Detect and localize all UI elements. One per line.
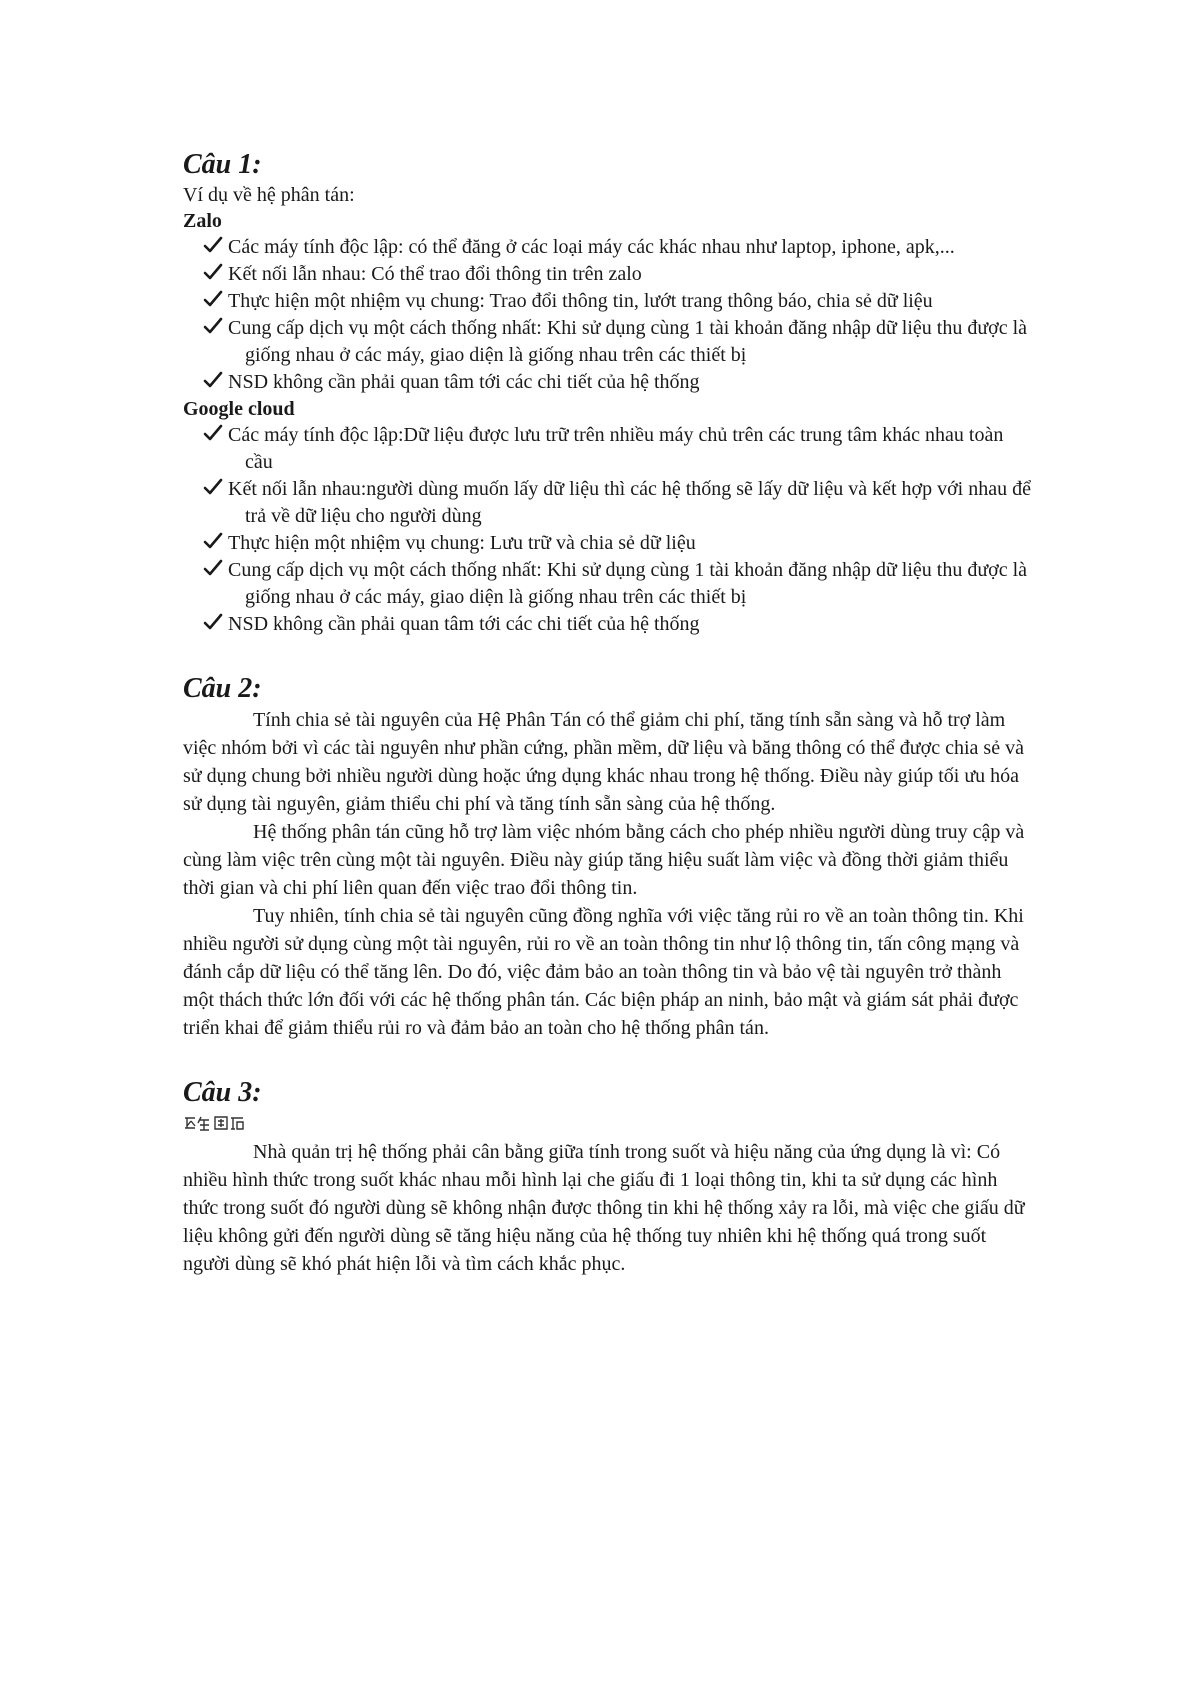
list-item-text: NSD không cần phải quan tâm tới các chi tiết của hệ thống [228,371,700,393]
question-3-title: Câu 3: [183,1077,262,1108]
list-item [183,557,1033,611]
list-item [183,530,1033,557]
list-item-text: NSD không cần phải quan tâm tới các chi tiết của hệ thống [228,613,700,635]
zalo-check-list [183,234,1033,396]
check-mark-icon [203,262,225,284]
list-item-text: Cung cấp dịch vụ một cách thống nhất: Khi sử dụng cùng 1 tài khoản đăng nhập dữ liệu thu được là giống nhau ở các máy, giao diện là giống nhau trên các thiết bị [228,317,1028,366]
list-item-text: Các máy tính độc lập:Dữ liệu được lưu trữ trên nhiều máy chủ trên các trung tâm khác nhau toàn cầu [228,424,1004,473]
question-1-intro: Ví dụ về hệ phân tán: [183,184,355,206]
question-3-section [183,1076,1033,1278]
check-mark-icon [203,370,225,392]
list-item [183,261,1033,288]
list-item [183,234,1033,261]
group-label-google-cloud: Google cloud [183,398,295,420]
question-2-section [183,672,1033,1042]
question-1-section [183,148,1033,638]
garbled-glyph-stamp-icon [183,1114,1033,1132]
list-item [183,476,1033,530]
list-item [183,288,1033,315]
list-item-text: Thực hiện một nhiệm vụ chung: Lưu trữ và chia sẻ dữ liệu [228,532,696,554]
question-2-paragraph: Tuy nhiên, tính chia sẻ tài nguyên cũng đồng nghĩa với việc tăng rủi ro về an toàn thông tin. Khi nhiều người sử dụng cùng một tài nguyên, rủi ro về an toàn thông tin như lộ thông tin, tấn công mạng và đánh cắp dữ liệu có thể tăng lên. Do đó, việc đảm bảo an toàn thông tin và bảo vệ tài nguyên trở thành một thách thức lớn đối với các hệ thống phân tán. Các biện pháp an ninh, bảo mật và giám sát phải được triển khai để giảm thiểu rủi ro và đảm bảo an toàn cho hệ thống phân tán. [183,905,1024,1039]
check-mark-icon [203,558,225,580]
check-mark-icon [203,612,225,634]
check-mark-icon [203,289,225,311]
document-page [183,148,1033,1278]
check-mark-icon [203,316,225,338]
list-item-text: Thực hiện một nhiệm vụ chung: Trao đổi thông tin, lướt trang thông báo, chia sẻ dữ liệu [228,290,933,312]
question-2-title: Câu 2: [183,673,262,704]
question-2-paragraph: Hệ thống phân tán cũng hỗ trợ làm việc nhóm bằng cách cho phép nhiều người dùng truy cập và cùng làm việc trên cùng một tài nguyên. Điều này giúp tăng hiệu suất làm việc và đồng thời giảm thiểu thời gian và chi phí liên quan đến việc trao đổi thông tin. [183,821,1025,899]
google-cloud-check-list [183,422,1033,638]
list-item [183,611,1033,638]
list-item-text: Các máy tính độc lập: có thể đăng ở các loại máy các khác nhau như laptop, iphone, apk,... [228,236,955,258]
check-mark-icon [203,531,225,553]
list-item [183,369,1033,396]
question-3-paragraph: Nhà quản trị hệ thống phải cân bằng giữa tính trong suốt và hiệu năng của ứng dụng là vì: Có nhiều hình thức trong suốt khác nhau mỗi hình lại che giấu đi 1 loại thông tin, khi ta sử dụng các hình thức trong suốt đó người dùng sẽ không nhận được thông tin khi hệ thống xảy ra lỗi, mà việc che giấu dữ liệu không gửi đến người dùng sẽ tăng hiệu năng của hệ thống tuy nhiên khi hệ thống quá trong suốt người dùng sẽ khó phát hiện lỗi và tìm cách khắc phục. [183,1141,1025,1275]
list-item-text: Cung cấp dịch vụ một cách thống nhất: Khi sử dụng cùng 1 tài khoản đăng nhập dữ liệu thu được là giống nhau ở các máy, giao diện là giống nhau trên các thiết bị [228,559,1028,608]
check-mark-icon [203,235,225,257]
list-item [183,315,1033,369]
group-label-zalo: Zalo [183,210,222,232]
list-item-text: Kết nối lẫn nhau:người dùng muốn lấy dữ liệu thì các hệ thống sẽ lấy dữ liệu và kết hợp với nhau để trả về dữ liệu cho người dùng [228,478,1031,527]
check-mark-icon [203,423,225,445]
check-mark-icon [203,477,225,499]
question-1-title: Câu 1: [183,149,262,180]
list-item [183,422,1033,476]
list-item-text: Kết nối lẫn nhau: Có thể trao đổi thông tin trên zalo [228,263,642,285]
question-2-paragraph: Tính chia sẻ tài nguyên của Hệ Phân Tán có thể giảm chi phí, tăng tính sẵn sàng và hỗ trợ làm việc nhóm bởi vì các tài nguyên như phần cứng, phần mềm, dữ liệu và băng thông có thể được chia sẻ và sử dụng chung bởi nhiều người dùng hoặc ứng dụng khác nhau trong hệ thống. Điều này giúp tối ưu hóa sử dụng tài nguyên, giảm thiểu chi phí và tăng tính sẵn sàng của hệ thống. [183,709,1024,815]
